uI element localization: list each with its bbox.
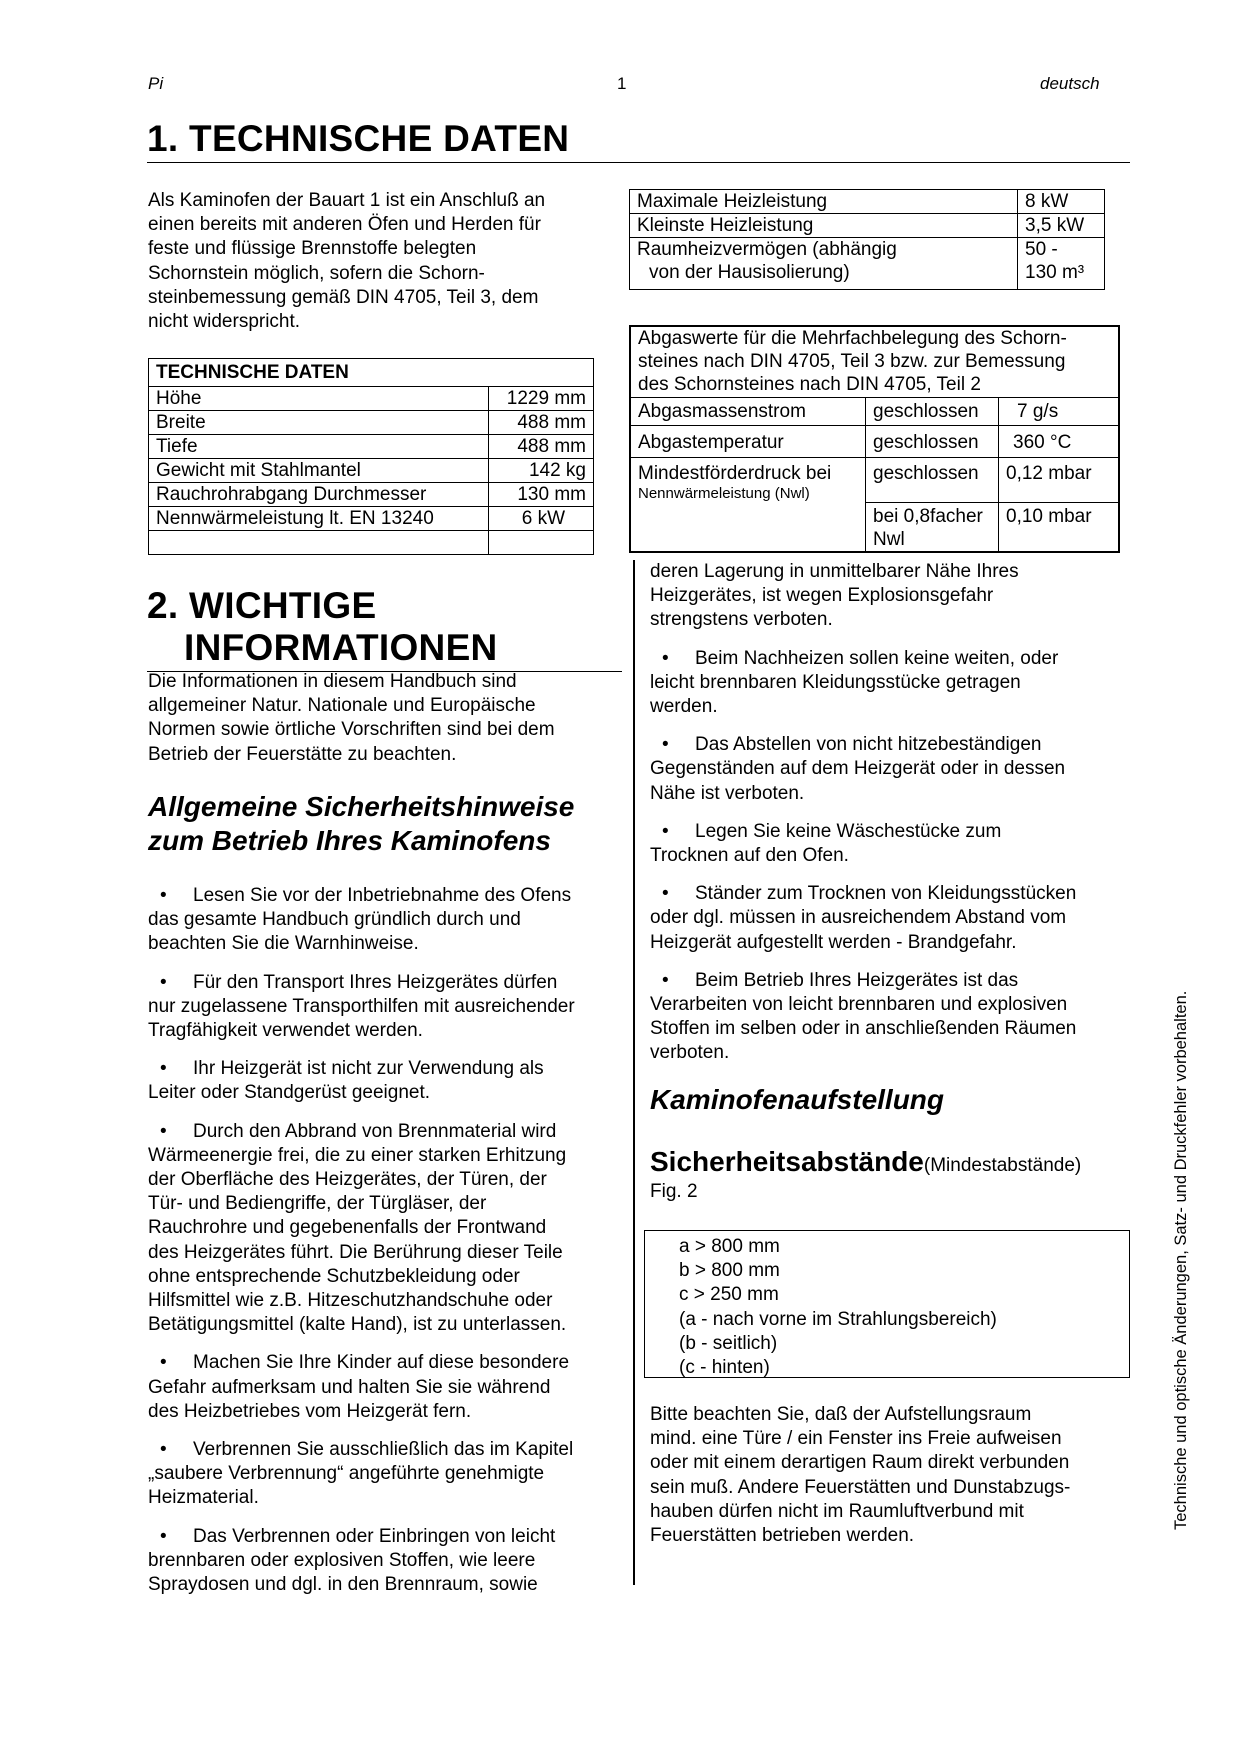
room-label: von der Hausisolierung): [649, 262, 850, 283]
table-row: [149, 411, 594, 435]
distance-line: a > 800 mm: [679, 1236, 780, 1257]
list-item: • Für den Transport Ihres Heizgerätes dürfen nur zugelassene Transporthilfen mit ausreichender Tragfähigkeit verwendet werden.: [148, 971, 575, 1042]
distance-heading: [650, 1146, 1081, 1183]
exhaust-values-table: [629, 325, 1120, 553]
list-item: • Durch den Abbrand von Brennmaterial wird Wärmeenergie frei, die zu einer starken Erhitzung der Oberfläche des Heizgerätes, der Türen, der Tür- und Bediengriffe, der Türgläser, der Rauchrohre und gegebenenfalls der Frontwand des Heizgerätes führt. Die Berührung dieser Teile ohne entsprechende Schutzbekleidung oder Hilfsmittel wie z.B. Hitzeschutzhandschuhe oder Betätigungsmittel (kalte Hand), ist zu unterlassen.: [148, 1120, 567, 1336]
table-cell: [489, 531, 594, 555]
table-cell: Nennwärmeleistung lt. EN 13240: [149, 507, 489, 531]
header-right: deutsch: [1040, 74, 1100, 93]
table-cell: [630, 458, 866, 553]
distance-line: (b - seitlich): [679, 1332, 778, 1354]
list-item: • Lesen Sie vor der Inbetriebnahme des Ofens das gesamte Handbuch gründlich durch und beachten Sie die Warnhinweise.: [148, 885, 572, 955]
list-item: • Machen Sie Ihre Kinder auf diese besondere Gefahr aufmerksam und halten Sie sie während des Heizbetriebes vom Heizgerät fern.: [148, 1352, 570, 1422]
distance-heading-title: Sicherheitsabstände: [650, 1146, 924, 1177]
table-row: [630, 238, 1105, 290]
exhaust-header: [630, 326, 1119, 398]
pressure-state: bei 0,8facher: [873, 506, 983, 527]
closing-paragraph: Bitte beachten Sie, daß der Aufstellungsraum mind. eine Türe / ein Fenster ins Freie aufweisen oder mit einem derartigen Raum direkt verbunden sein muß. Andere Feuerstätten und Dunstabzugs- hauben dürfen nicht im Raumluftverbund mit Feuerstätten betrieben werden.: [650, 1404, 1071, 1547]
exhaust-header-line: des Schornsteines nach DIN 4705, Teil 2: [638, 374, 981, 395]
table-cell: Breite: [149, 411, 489, 435]
table-cell: [866, 503, 999, 553]
intro-line: feste und flüssige Brennstoffe belegten: [148, 238, 477, 260]
section2-title-line: 2. WICHTIGE: [147, 585, 377, 626]
room-label: Raumheizvermögen (abhängig: [637, 239, 897, 260]
continuation-text: deren Lagerung in unmittelbarer Nähe Ihres Heizgerätes, ist wegen Explosionsgefahr strengstens verboten.: [650, 561, 1019, 631]
table-cell: [1018, 238, 1105, 290]
table-cell: 8 kW: [1018, 190, 1105, 214]
table-cell: 3,5 kW: [1018, 214, 1105, 238]
table-cell: Abgastemperatur: [630, 426, 866, 458]
pressure-label: Mindestförderdruck bei: [638, 463, 832, 484]
exhaust-header-line: steines nach DIN 4705, Teil 3 bzw. zur Bemessung: [638, 351, 1066, 372]
heat-output-table: [629, 189, 1105, 290]
distance-note: (Mindestabstände): [923, 1155, 1082, 1176]
table-cell: Abgasmassenstrom: [630, 398, 866, 426]
distance-line: (a - nach vorne im Strahlungsbereich): [679, 1308, 997, 1330]
table-cell: [630, 238, 1018, 290]
table-cell: Höhe: [149, 387, 489, 411]
section2-title-line: INFORMATIONEN: [184, 627, 498, 668]
table-cell: 142 kg: [489, 459, 594, 483]
distance-line: (c - hinten): [679, 1357, 770, 1379]
table-row: [149, 435, 594, 459]
list-item: • Das Abstellen von nicht hitzebeständigen Gegenständen auf dem Heizgerät oder in dessen Nähe ist verboten.: [650, 734, 1066, 804]
column-divider: [633, 560, 635, 1585]
exhaust-header-line: Abgaswerte für die Mehrfachbelegung des Schorn-: [638, 328, 1067, 349]
distance-line: c > 250 mm: [679, 1284, 779, 1306]
section2-title: [147, 585, 498, 669]
list-item: • Beim Nachheizen sollen keine weiten, oder leicht brennbaren Kleidungsstücke getragen werden.: [650, 647, 1059, 718]
intro-line: Als Kaminofen der Bauart 1 ist ein Anschluß an: [148, 190, 546, 211]
list-item: • Legen Sie keine Wäschestücke zum Trocknen auf den Ofen.: [650, 820, 1002, 867]
table-row: [630, 326, 1119, 398]
safety-heading: [148, 790, 574, 858]
list-item: • Das Verbrennen oder Einbringen von leicht brennbaren oder explosiven Stoffen, wie leere Spraydosen und dgl. in den Brennraum, sowie: [148, 1525, 556, 1596]
room-value: 130 m³: [1025, 262, 1085, 283]
table-row: [630, 458, 1119, 503]
intro-line: einen bereits mit anderen Öfen und Herden für: [148, 214, 541, 236]
list-item: • Verbrennen Sie ausschließlich das im Kapitel „saubere Verbrennung“ angeführte genehmigte Heizmaterial.: [148, 1439, 574, 1509]
room-value: 50 -: [1025, 239, 1058, 260]
list-item: • Ihr Heizgerät ist nicht zur Verwendung als Leiter oder Standgerüst geeignet.: [148, 1058, 544, 1104]
safety-heading-line: zum Betrieb Ihres Kaminofens: [148, 825, 551, 856]
table-cell: 0,10 mbar: [999, 503, 1120, 553]
intro-line: Normen sowie örtliche Vorschriften sind bei dem: [148, 719, 555, 741]
table-row: [149, 387, 594, 411]
table-cell: 488 mm: [489, 435, 594, 459]
intro-line: allgemeiner Natur. Nationale und Europäische: [148, 695, 536, 717]
table-cell: 360 °C: [999, 426, 1120, 458]
table-cell: geschlossen: [866, 426, 999, 458]
table-cell: 7 g/s: [999, 398, 1120, 426]
safety-bullets-right: [650, 560, 1120, 1080]
section1-title: 1. TECHNISCHE DATEN: [147, 118, 570, 159]
table-cell: 6 kW: [489, 507, 594, 531]
list-item: • Ständer zum Trocknen von Kleidungsstücken oder dgl. müssen in ausreichendem Abstand vom Heizgerät aufgestellt werden - Brandgefahr.: [650, 883, 1077, 953]
table-row: [630, 214, 1105, 238]
setup-heading: Kaminofenaufstellung: [650, 1084, 945, 1115]
section1-intro: [148, 189, 608, 334]
table-header: TECHNISCHE DATEN: [149, 359, 594, 387]
figure-ref: Fig. 2: [650, 1181, 698, 1202]
pressure-sublabel: Nennwärmeleistung (Nwl): [638, 485, 810, 502]
safety-bullets-left: [148, 884, 628, 1611]
table-cell: 1229 mm: [489, 387, 594, 411]
table-row: [149, 483, 594, 507]
distance-line: b > 800 mm: [679, 1260, 780, 1282]
table-row: [630, 398, 1119, 426]
table-row: [630, 190, 1105, 214]
intro-line: Betrieb der Feuerstätte zu beachten.: [148, 743, 457, 765]
table-row: [630, 426, 1119, 458]
title-rule: [147, 162, 1130, 163]
table-cell: geschlossen: [866, 398, 999, 426]
table-cell: 488 mm: [489, 411, 594, 435]
table-cell: 0,12 mbar: [999, 458, 1120, 503]
table-row: [149, 359, 594, 387]
distance-box: [644, 1230, 1130, 1378]
table-cell: Kleinste Heizleistung: [630, 214, 1018, 238]
table-cell: Maximale Heizleistung: [630, 190, 1018, 214]
table-cell: Tiefe: [149, 435, 489, 459]
table-row: [149, 507, 594, 531]
table-cell: Gewicht mit Stahlmantel: [149, 459, 489, 483]
safety-heading-line: Allgemeine Sicherheitshinweise: [148, 791, 575, 822]
side-note: Technische und optische Änderungen, Satz- und Druckfehler vorbehalten.: [1172, 990, 1190, 1530]
list-item: • Beim Betrieb Ihres Heizgerätes ist das Verarbeiten von leicht brennbaren und explosiven Stoffen im selben oder in anschließenden Räumen verboten.: [650, 969, 1077, 1064]
intro-line: Die Informationen in diesem Handbuch sind: [148, 671, 517, 692]
pressure-state: Nwl: [873, 529, 905, 550]
page-number: 1: [617, 74, 627, 93]
table-row: [149, 531, 594, 555]
table-cell: geschlossen: [866, 458, 999, 503]
intro-line: Schornstein möglich, sofern die Schorn-: [148, 262, 485, 284]
intro-line: steinbemessung gemäß DIN 4705, Teil 3, dem: [148, 286, 539, 308]
table-row: [149, 459, 594, 483]
section2-intro: [148, 670, 618, 767]
header-left: Pi: [148, 74, 164, 93]
table-cell: 130 mm: [489, 483, 594, 507]
technical-data-table: [148, 358, 594, 555]
table-cell: Rauchrohrabgang Durchmesser: [149, 483, 489, 507]
table-cell: [149, 531, 489, 555]
intro-line: nicht widerspricht.: [148, 311, 301, 333]
